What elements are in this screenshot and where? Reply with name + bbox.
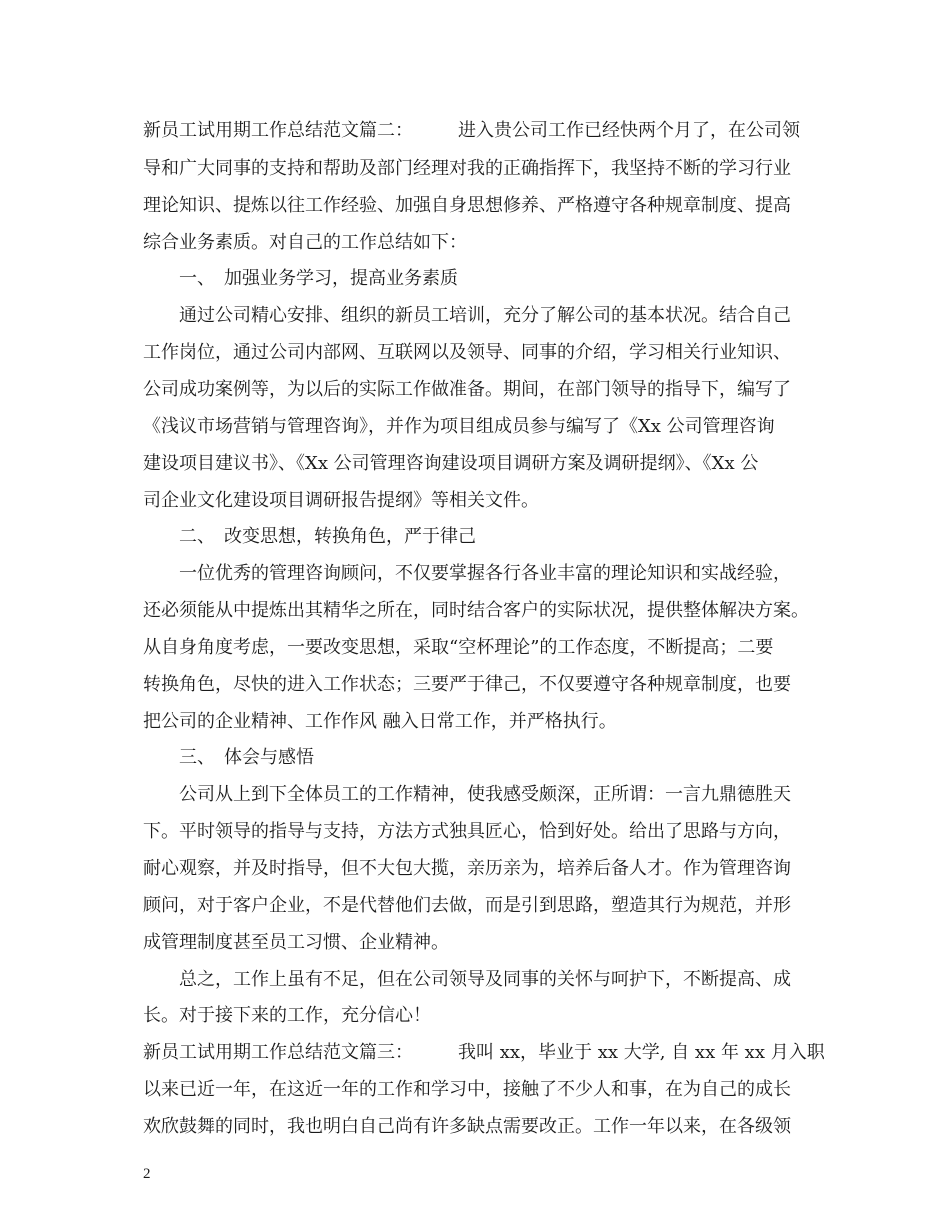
text-line: 理论知识、提炼以往工作经验、加强自身思想修养、严格遵守各种规章制度、提高 — [143, 195, 791, 216]
text-line: 新员工试用期工作总结范文篇二： 进入贵公司工作已经快两个月了，在公司领 — [143, 120, 800, 141]
section-heading: 一、 加强业务学习，提高业务素质 — [143, 268, 458, 289]
text-line: 公司成功案例等，为以后的实际工作做准备。期间，在部门领导的指导下，编写了 — [143, 379, 791, 400]
section-heading: 三、 体会与感悟 — [143, 747, 314, 768]
text-line: 新员工试用期工作总结范文篇三： 我叫 xx，毕业于 xx 大学, 自 xx 年 xx 月入职 — [143, 1042, 825, 1063]
text-line: 转换角色，尽快的进入工作状态；三要严于律己，不仅要遵守各种规章制度，也要 — [143, 674, 791, 695]
text-line: 欢欣鼓舞的同时，我也明白自己尚有许多缺点需要改正。工作一年以来，在各级领 — [143, 1116, 791, 1137]
text-line: 耐心观察，并及时指导，但不大包大揽，亲历亲为，培养后备人才。作为管理咨询 — [143, 858, 791, 879]
text-line: 以来已近一年，在这近一年的工作和学习中，接触了不少人和事，在为自己的成长 — [143, 1079, 791, 1100]
page-number: 2 — [143, 1166, 151, 1182]
text-line: 司企业文化建设项目调研报告提纲》等相关文件。 — [143, 490, 539, 511]
text-line: 成管理制度甚至员工习惯、企业精神。 — [143, 932, 449, 953]
text-line: 工作岗位，通过公司内部网、互联网以及领导、同事的介绍，学习相关行业知识、 — [143, 342, 791, 363]
text-line: 建设项目建议书》、《Xx 公司管理咨询建设项目调研方案及调研提纲》、《Xx 公 — [143, 453, 759, 474]
text-line: 导和广大同事的支持和帮助及部门经理对我的正确指挥下，我坚持不断的学习行业 — [143, 158, 791, 179]
text-line: 长。对于接下来的工作，充分信心！ — [143, 1005, 431, 1026]
text-line: 顾问，对于客户企业，不是代替他们去做，而是引到思路，塑造其行为规范，并形 — [143, 895, 791, 916]
section-heading: 二、 改变思想，转换角色，严于律己 — [143, 526, 476, 547]
text-line: 还必须能从中提炼出其精华之所在，同时结合客户的实际状况，提供整体解决方案。 — [143, 600, 809, 621]
text-line: 总之，工作上虽有不足，但在公司领导及同事的关怀与呵护下，不断提高、成 — [143, 969, 791, 990]
text-line: 公司从上到下全体员工的工作精神，使我感受颇深，正所谓：一言九鼎德胜天 — [143, 784, 791, 805]
text-line: 下。平时领导的指导与支持，方法方式独具匠心，恰到好处。给出了思路与方向， — [143, 821, 791, 842]
text-line: 综合业务素质。对自己的工作总结如下： — [143, 232, 467, 253]
text-line: 从自身角度考虑，一要改变思想，采取“空杯理论”的工作态度，不断提高；二要 — [143, 637, 774, 658]
text-line: 把公司的企业精神、工作作风 融入日常工作，并严格执行。 — [143, 711, 617, 732]
text-line: 通过公司精心安排、组织的新员工培训，充分了解公司的基本状况。结合自己 — [143, 305, 791, 326]
text-line: 一位优秀的管理咨询顾问，不仅要掌握各行各业丰富的理论知识和实战经验， — [143, 563, 791, 584]
text-line: 《浅议市场营销与管理咨询》，并作为项目组成员参与编写了《Xx 公司管理咨询 — [143, 416, 775, 437]
